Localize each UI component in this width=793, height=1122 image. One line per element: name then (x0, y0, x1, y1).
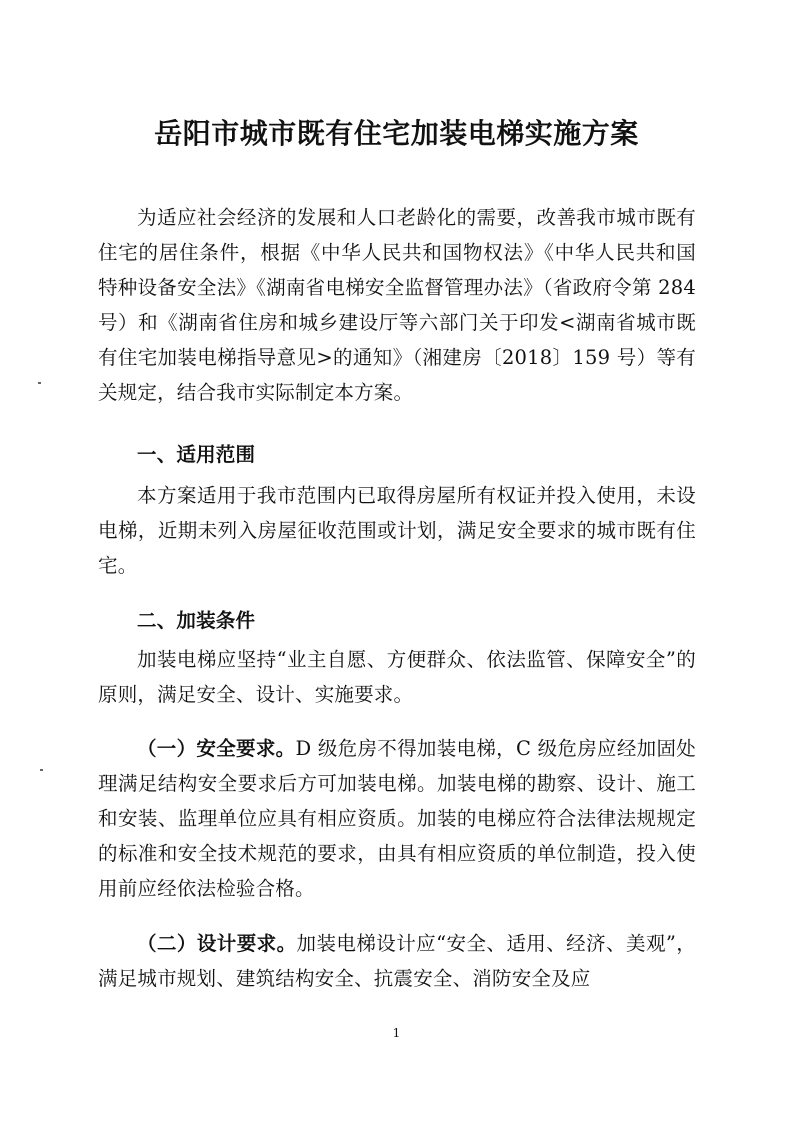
section-1-paragraph (98, 478, 696, 583)
section-2-heading-block (98, 603, 696, 638)
item-2-paragraph (98, 926, 696, 996)
page-number: 1 (392, 1026, 401, 1040)
intro-text: 为适应社会经济的发展和人口老龄化的需要，改善我市城市既有住宅的居住条件，根据《中华人民共和国物权法》《中华人民共和国特种设备安全法》《湖南省电梯安全监督管理办法》（省政府令第 284 号）和《湖南省住房和城乡建设厅等六部门关于印发<湖南省城市既有住宅加装电梯指导意见>的通知》（湘建房〔2018〕159 号）等有关规定，结合我市实际制定本方案。 (98, 206, 696, 404)
section-1-heading: 一、适用范围 (137, 443, 256, 466)
scan-speck (38, 382, 41, 384)
item-1-text: D 级危房不得加装电梯，C 级危房应经加固处理满足结构安全要求后方可加装电梯。加装电梯的勘察、设计、施工和安装、监理单位应具有相应资质。加装的电梯应符合法律法规规定的标准和安全技术规范的要求，由具有相应资质的单位制造，投入使用前应经依法检验合格。 (98, 737, 696, 900)
item-1-heading: （一）安全要求。 (137, 737, 296, 760)
item-1-paragraph (98, 731, 696, 906)
section-2-heading: 二、加装条件 (137, 609, 256, 632)
section-1-text: 本方案适用于我市范围内已取得房屋所有权证并投入使用，未设电梯，近期未列入房屋征收范围或计划，满足安全要求的城市既有住宅。 (98, 484, 696, 577)
section-2-paragraph (98, 642, 696, 712)
section-2-text: 加装电梯应坚持“业主自愿、方便群众、依法监管、保障安全”的原则，满足安全、设计、实施要求。 (98, 648, 696, 706)
item-2-heading: （二）设计要求。 (137, 932, 297, 955)
item-2-text: 加装电梯设计应“安全、适用、经济、美观”，满足城市规划、建筑结构安全、抗震安全、消防安全及应 (98, 932, 696, 990)
document-title: 岳阳市城市既有住宅加装电梯实施方案 (154, 117, 639, 150)
section-1-heading-block (98, 437, 696, 472)
scan-speck (40, 769, 43, 771)
intro-paragraph (98, 200, 696, 410)
